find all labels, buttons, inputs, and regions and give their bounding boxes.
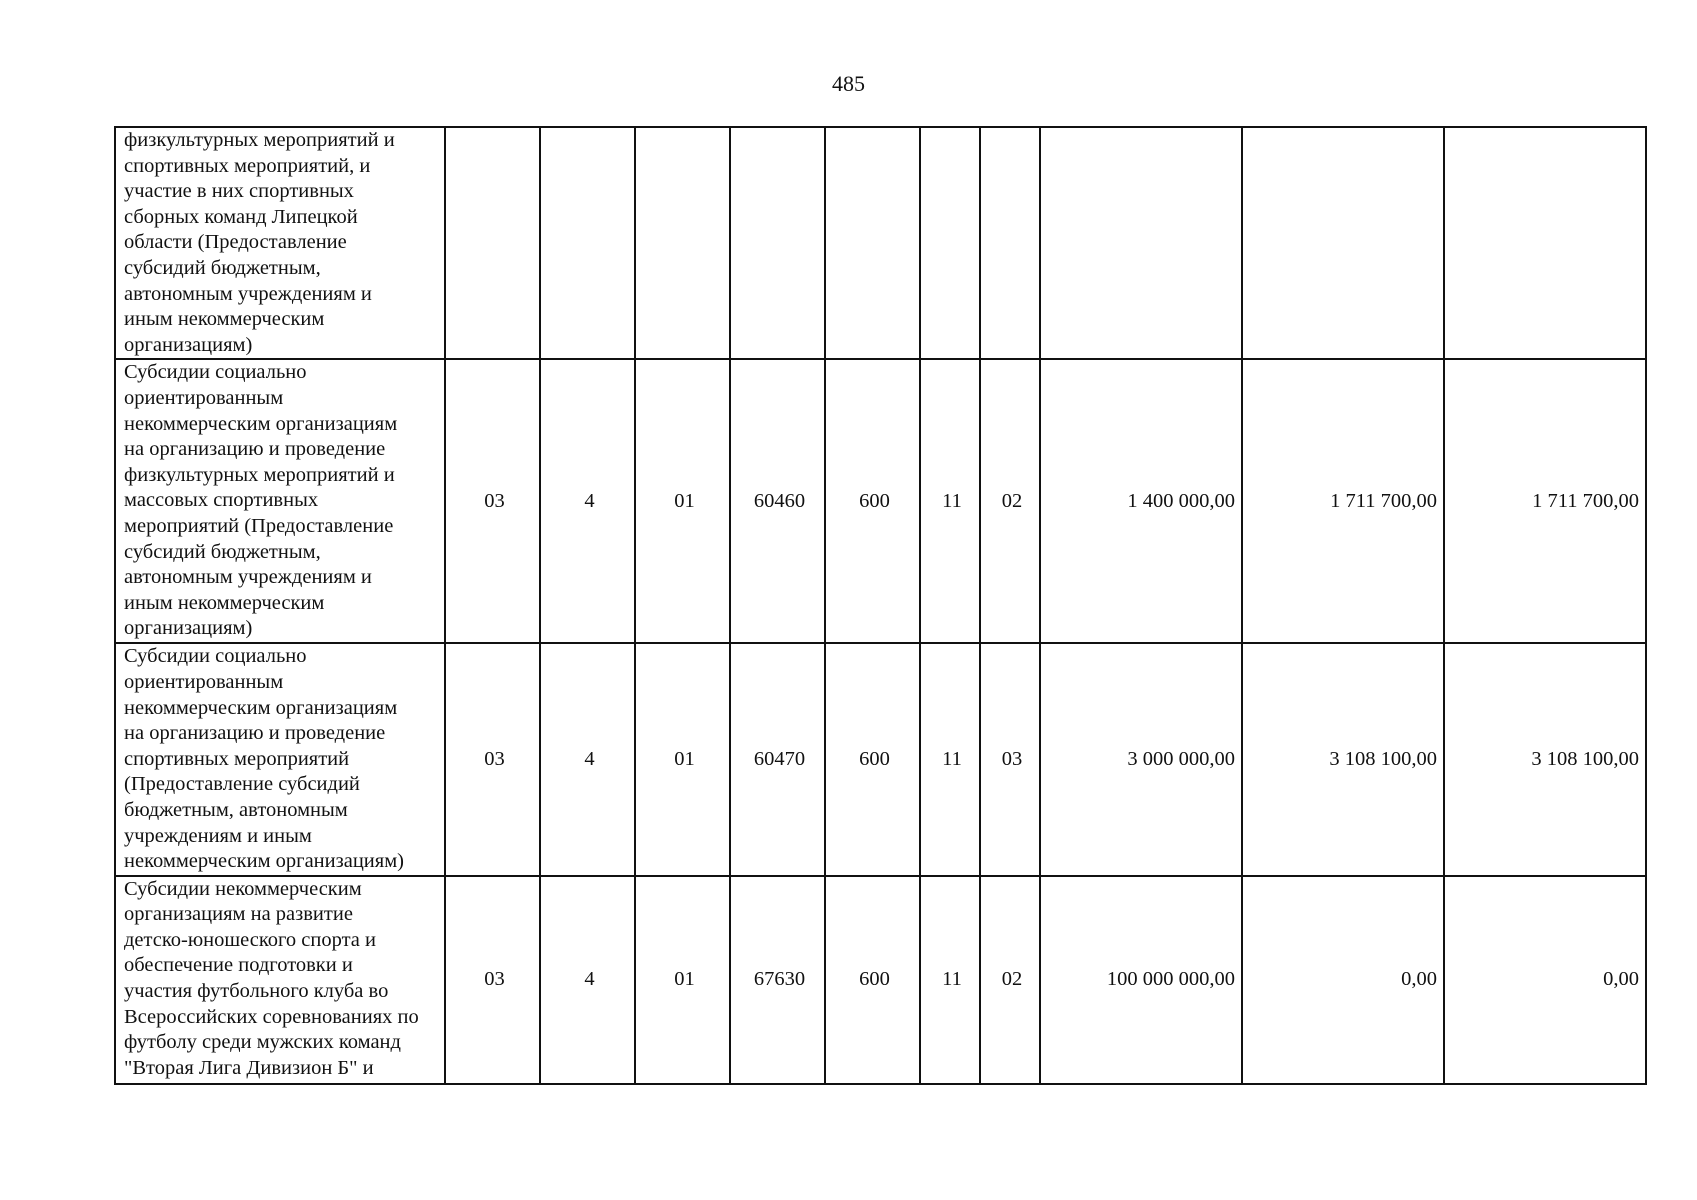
program-code: 03 — [445, 876, 540, 1084]
subsection-code — [980, 127, 1040, 359]
section-code: 11 — [920, 876, 980, 1084]
section-code: 11 — [920, 359, 980, 643]
direction-code — [730, 127, 825, 359]
amount-year-2: 1 711 700,00 — [1242, 359, 1444, 643]
subsection-code: 03 — [980, 643, 1040, 875]
row-name: Субсидии социально ориентированным некоммерческим организациям на организацию и проведение физкультурных мероприятий и массовых спортивных мероприятий (Предоставление субсидий бюджетным, автономным учреждениям и иным некоммерческим организациям) — [124, 361, 398, 640]
subprogram-code — [540, 127, 635, 359]
section-code — [920, 127, 980, 359]
amount-year-2: 0,00 — [1242, 876, 1444, 1084]
row-name-cell — [115, 876, 445, 1084]
amount-year-1: 1 400 000,00 — [1040, 359, 1242, 643]
table-row — [115, 876, 1646, 1084]
subsection-code: 02 — [980, 876, 1040, 1084]
amount-year-2: 3 108 100,00 — [1242, 643, 1444, 875]
direction-code: 60470 — [730, 643, 825, 875]
amount-year-2 — [1242, 127, 1444, 359]
table-row — [115, 359, 1646, 643]
direction-code: 60460 — [730, 359, 825, 643]
amount-year-3: 3 108 100,00 — [1444, 643, 1646, 875]
program-code — [445, 127, 540, 359]
subprogram-code: 4 — [540, 643, 635, 875]
program-code: 03 — [445, 359, 540, 643]
expense-type-code — [825, 127, 920, 359]
subsection-code: 02 — [980, 359, 1040, 643]
budget-table — [114, 126, 1647, 1085]
amount-year-3: 1 711 700,00 — [1444, 359, 1646, 643]
row-name-cell — [115, 359, 445, 643]
row-name-cell — [115, 127, 445, 359]
section-code: 11 — [920, 643, 980, 875]
amount-year-1: 3 000 000,00 — [1040, 643, 1242, 875]
row-name: физкультурных мероприятий и спортивных мероприятий, и участие в них спортивных сборных команд Липецкой области (Предоставление субсидий бюджетным, автономным учреждениям и иным некоммерческим организациям) — [124, 129, 395, 356]
expense-type-code: 600 — [825, 359, 920, 643]
main-activity-code — [635, 127, 730, 359]
expense-type-code: 600 — [825, 643, 920, 875]
amount-year-1: 100 000 000,00 — [1040, 876, 1242, 1084]
main-activity-code: 01 — [635, 359, 730, 643]
amount-year-3: 0,00 — [1444, 876, 1646, 1084]
amount-year-1 — [1040, 127, 1242, 359]
page-number: 485 — [832, 71, 865, 96]
amount-year-3 — [1444, 127, 1646, 359]
direction-code: 67630 — [730, 876, 825, 1084]
main-activity-code: 01 — [635, 876, 730, 1084]
expense-type-code: 600 — [825, 876, 920, 1084]
row-name-cell — [115, 643, 445, 875]
main-activity-code: 01 — [635, 643, 730, 875]
subprogram-code: 4 — [540, 876, 635, 1084]
row-name: Субсидии некоммерческим организациям на развитие детско-юношеского спорта и обеспечение подготовки и участия футбольного клуба во Всероссийских соревнованиях по футболу среди мужских команд "Вторая Лига Дивизион Б" и — [124, 877, 419, 1079]
program-code: 03 — [445, 643, 540, 875]
row-name: Субсидии социально ориентированным некоммерческим организациям на организацию и проведение спортивных мероприятий (Предоставление субсидий бюджетным, автономным учреждениям и иным некоммерческим организациям) — [124, 645, 404, 873]
table-row — [115, 127, 1646, 359]
subprogram-code: 4 — [540, 359, 635, 643]
table-row — [115, 643, 1646, 875]
